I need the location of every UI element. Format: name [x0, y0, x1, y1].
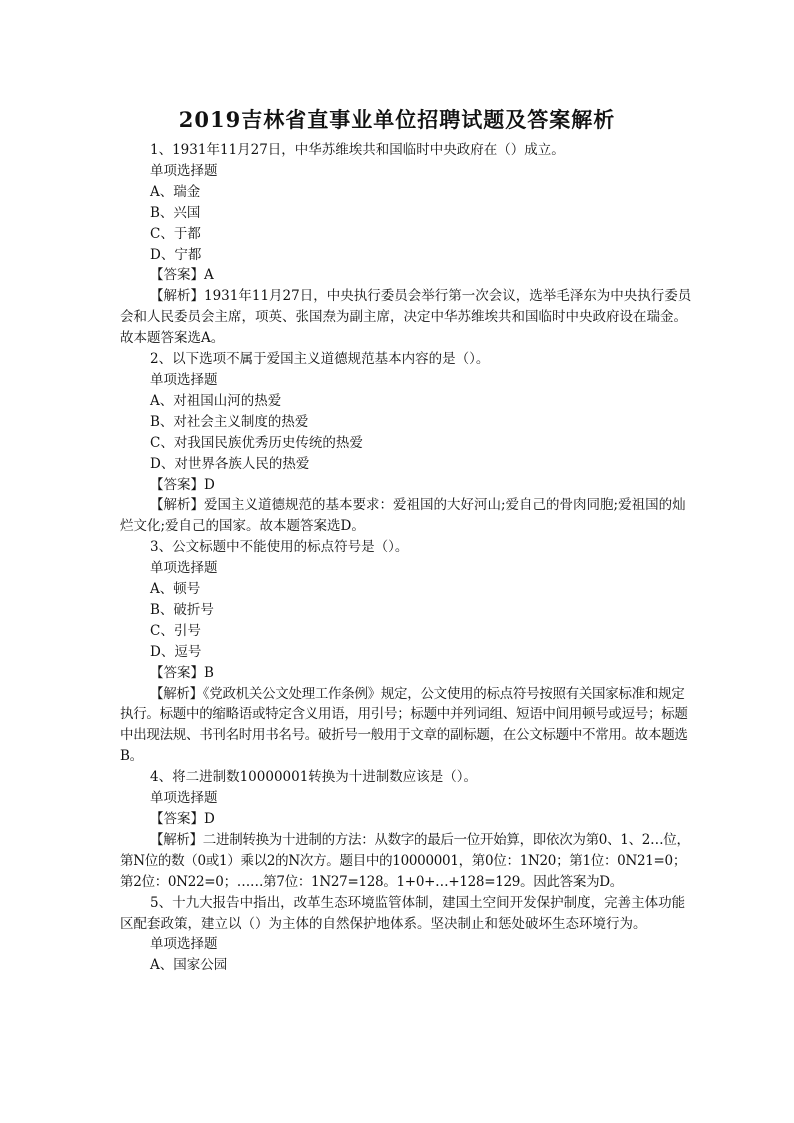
question-3-answer: 【答案】B — [150, 664, 214, 681]
question-2-explanation: 【解析】爱国主义道德规范的基本要求：爱祖国的大好河山;爱自己的骨肉同胞;爱祖国的灿烂文化;爱自己的国家。故本题答案选D。 — [120, 497, 686, 535]
question-2-option-b: B、对社会主义制度的热爱 — [150, 413, 309, 430]
question-2-option-a: A、对祖国山河的热爱 — [150, 392, 282, 409]
question-5-stem: 5、十九大报告中指出，改革生态环境监管体制，建国土空间开发保护制度，完善主体功能区配套政策，建立以（）为主体的自然保护地体系。坚决制止和惩处破坏生态环境行为。 — [120, 894, 686, 932]
question-3-option-d: D、逗号 — [150, 643, 202, 660]
question-3-option-a: A、顿号 — [150, 581, 201, 598]
question-2-type: 单项选择题 — [150, 371, 218, 388]
question-1-option-b: B、兴国 — [150, 204, 201, 221]
question-4-explanation: 【解析】二进制转换为十进制的方法：从数字的最后一位开始算，即依次为第0、1、2…位，第N位的数（0或1）乘以2的N次方。题目中的10000001，第0位：1N20；第1位：0N21=0；第2位：0N22=0；……第7位：1N27=128。1+0+…+128=129。因此答案为D。 — [120, 831, 690, 890]
question-5-type: 单项选择题 — [150, 936, 218, 953]
question-3-type: 单项选择题 — [150, 560, 218, 577]
question-1-option-d: D、宁都 — [150, 246, 202, 263]
question-2-option-c: C、对我国民族优秀历史传统的热爱 — [150, 434, 363, 451]
question-2-answer: 【答案】D — [150, 476, 215, 493]
question-3-option-c: C、引号 — [150, 622, 201, 639]
question-4-type: 单项选择题 — [150, 790, 218, 807]
question-4-stem: 4、将二进制数10000001转换为十进制数应该是（）。 — [150, 769, 478, 786]
question-2-stem: 2、以下选项不属于爱国主义道德规范基本内容的是（）。 — [150, 351, 490, 368]
question-1-type: 单项选择题 — [150, 162, 218, 179]
question-3-stem: 3、公文标题中不能使用的标点符号是（）。 — [150, 539, 409, 556]
question-4-answer: 【答案】D — [150, 811, 215, 827]
question-1-stem: 1、1931年11月27日，中华苏维埃共和国临时中央政府在（）成立。 — [150, 142, 565, 158]
document-title: 2019吉林省直事业单位招聘试题及答案解析 — [178, 107, 616, 132]
question-1-option-a: A、瑞金 — [150, 183, 201, 200]
question-1-answer: 【答案】A — [150, 267, 214, 284]
question-3-explanation: 【解析】《党政机关公文处理工作条例》规定，公文使用的标点符号按照有关国家标准和规定执行。标题中的缩略语或特定含义用语，用引号；标题中并列词组、短语中间用顿号或逗号；标题中出现法规、书刊名时用书名号。破折号一般用于文章的副标题，在公文标题中不常用。故本题选B。 — [120, 685, 688, 765]
question-5-option-a: A、国家公园 — [150, 957, 228, 974]
question-3-option-b: B、破折号 — [150, 601, 214, 618]
question-2-option-d: D、对世界各族人民的热爱 — [150, 455, 310, 472]
question-1-option-c: C、于都 — [150, 225, 201, 242]
document-body — [120, 140, 695, 976]
question-1-explanation: 【解析】1931年11月27日，中央执行委员会举行第一次会议，选举毛泽东为中央执行委员会和人民委员会主席，项英、张国焘为副主席，决定中华苏维埃共和国临时中央政府设在瑞金。故本题答案选A。 — [120, 288, 692, 347]
